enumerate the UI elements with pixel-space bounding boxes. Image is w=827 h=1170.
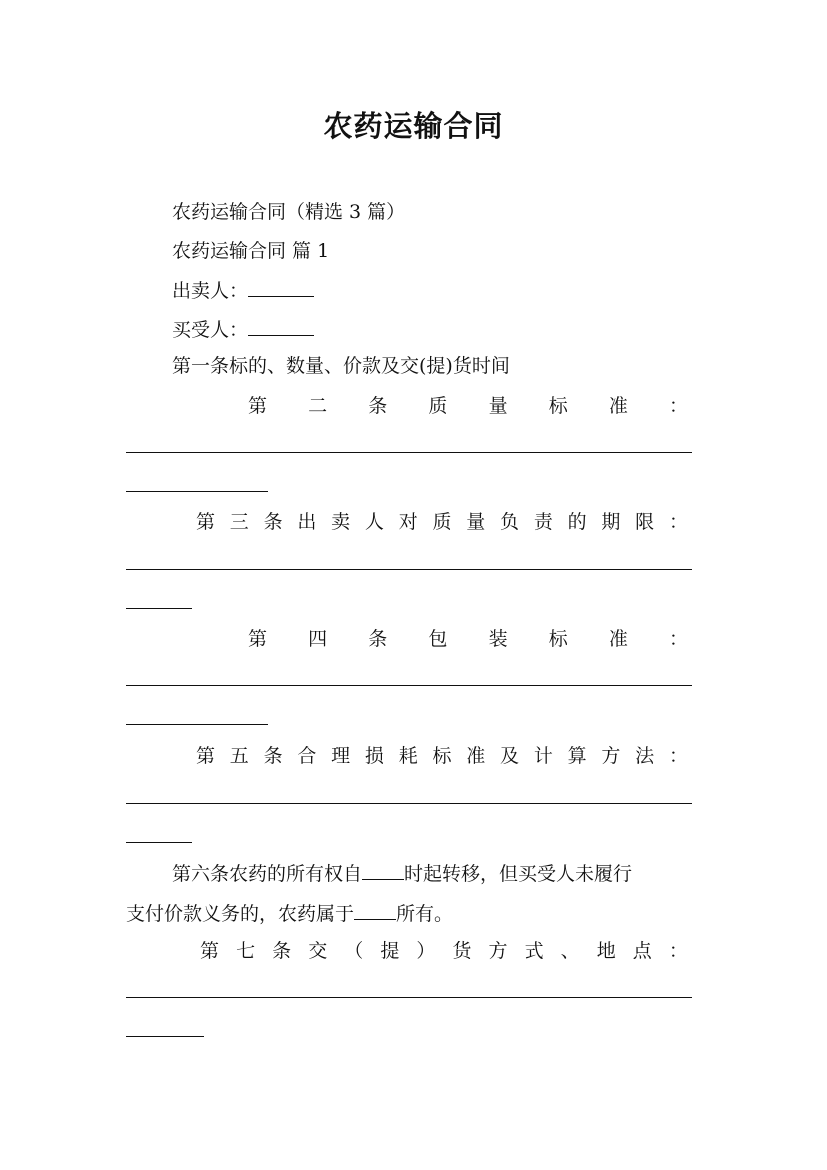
article-6-line-1	[172, 861, 632, 886]
article-3-char: 卖	[331, 511, 351, 533]
article-3-char: 限	[635, 511, 655, 533]
article-5-blank-line-2[interactable]	[126, 842, 192, 843]
article-2-char: 第	[248, 395, 268, 417]
article-3-char: 责	[533, 511, 553, 533]
article-7-char: （	[344, 940, 364, 962]
article-3-char: 条	[263, 511, 283, 533]
article-2-heading	[248, 394, 688, 418]
article-2-char: 量	[488, 395, 508, 417]
article-3-blank-line-1[interactable]	[126, 569, 692, 570]
article-5-char: ：	[668, 745, 688, 767]
article-6-line-2	[126, 901, 453, 926]
article-5-char: 准	[466, 745, 486, 767]
article-4-blank-line-1[interactable]	[126, 685, 692, 686]
article-4-heading	[248, 627, 688, 651]
article-7-char: ）	[416, 940, 436, 962]
article-3-char: ：	[668, 511, 688, 533]
article-7-char: 第	[200, 940, 220, 962]
article-5-char: 条	[263, 745, 283, 767]
article-3-char: 的	[567, 511, 587, 533]
document-title: 农药运输合同	[323, 109, 504, 143]
article-5-char: 损	[364, 745, 384, 767]
article-3-char: 对	[398, 511, 418, 533]
article-5-char: 第	[196, 745, 216, 767]
article-1: 第一条标的、数量、价款及交(提)货时间	[172, 355, 510, 377]
seller-blank[interactable]	[248, 278, 314, 297]
article-5-char: 及	[500, 745, 520, 767]
article-2-char: ：	[668, 395, 688, 417]
article-4-char: 标	[548, 628, 568, 650]
article-7-char: 条	[272, 940, 292, 962]
article-4-char: 准	[608, 628, 628, 650]
buyer-blank[interactable]	[248, 317, 314, 336]
article-4-char: 包	[428, 628, 448, 650]
article-3-char: 三	[229, 511, 249, 533]
article-7-blank-line-2[interactable]	[126, 1036, 204, 1037]
article-7-char: 式	[524, 940, 544, 962]
part-heading: 农药运输合同 篇 1	[172, 240, 330, 262]
article-6-text-c: 支付价款义务的，农药属于	[126, 903, 355, 925]
seller-line	[172, 278, 314, 303]
article-3-char: 期	[601, 511, 621, 533]
article-7-char: 交	[308, 940, 328, 962]
article-2-char: 条	[368, 395, 388, 417]
article-7-char: 点	[632, 940, 652, 962]
article-3-heading	[196, 510, 688, 534]
article-5-char: 理	[331, 745, 351, 767]
article-3-char: 第	[196, 511, 216, 533]
article-4-blank-line-2[interactable]	[126, 724, 268, 725]
article-7-char: 货	[452, 940, 472, 962]
seller-label: 出卖人：	[172, 280, 249, 302]
article-5-char: 方	[601, 745, 621, 767]
buyer-label: 买受人：	[172, 319, 249, 341]
article-3-char: 量	[466, 511, 486, 533]
article-3-char: 人	[364, 511, 384, 533]
article-3-char: 负	[500, 511, 520, 533]
article-5-char: 五	[229, 745, 249, 767]
article-4-char: 装	[488, 628, 508, 650]
article-7-heading	[200, 939, 688, 963]
ownership-holder-blank[interactable]	[354, 901, 396, 920]
article-4-char: 第	[248, 628, 268, 650]
article-5-heading	[196, 744, 688, 768]
article-4-char: ：	[668, 628, 688, 650]
ownership-transfer-time-blank[interactable]	[362, 861, 404, 880]
article-3-blank-line-2[interactable]	[126, 608, 192, 609]
article-5-char: 法	[635, 745, 655, 767]
article-2-blank-line-2[interactable]	[126, 491, 268, 492]
article-2-char: 二	[308, 395, 328, 417]
article-7-char: 提	[380, 940, 400, 962]
article-7-char: 、	[560, 940, 580, 962]
article-7-char: 方	[488, 940, 508, 962]
article-7-char: ：	[668, 940, 688, 962]
article-6-text-a: 第六条农药的所有权自	[172, 863, 363, 885]
article-4-char: 四	[308, 628, 328, 650]
article-7-char: 地	[596, 940, 616, 962]
document-subtitle: 农药运输合同（精选 3 篇）	[172, 201, 406, 223]
article-6-text-b: 时起转移，但买受人未履行	[404, 863, 633, 885]
article-2-blank-line-1[interactable]	[126, 452, 692, 453]
article-6-text-d: 所有。	[396, 903, 454, 925]
article-7-blank-line-1[interactable]	[126, 997, 692, 998]
article-5-char: 算	[567, 745, 587, 767]
buyer-line	[172, 317, 314, 342]
article-3-char: 质	[432, 511, 452, 533]
article-5-char: 合	[297, 745, 317, 767]
article-5-char: 耗	[398, 745, 418, 767]
article-5-blank-line-1[interactable]	[126, 803, 692, 804]
article-5-char: 计	[533, 745, 553, 767]
article-3-char: 出	[297, 511, 317, 533]
article-2-char: 质	[428, 395, 448, 417]
article-5-char: 标	[432, 745, 452, 767]
article-2-char: 标	[548, 395, 568, 417]
article-2-char: 准	[608, 395, 628, 417]
article-4-char: 条	[368, 628, 388, 650]
article-7-char: 七	[236, 940, 256, 962]
